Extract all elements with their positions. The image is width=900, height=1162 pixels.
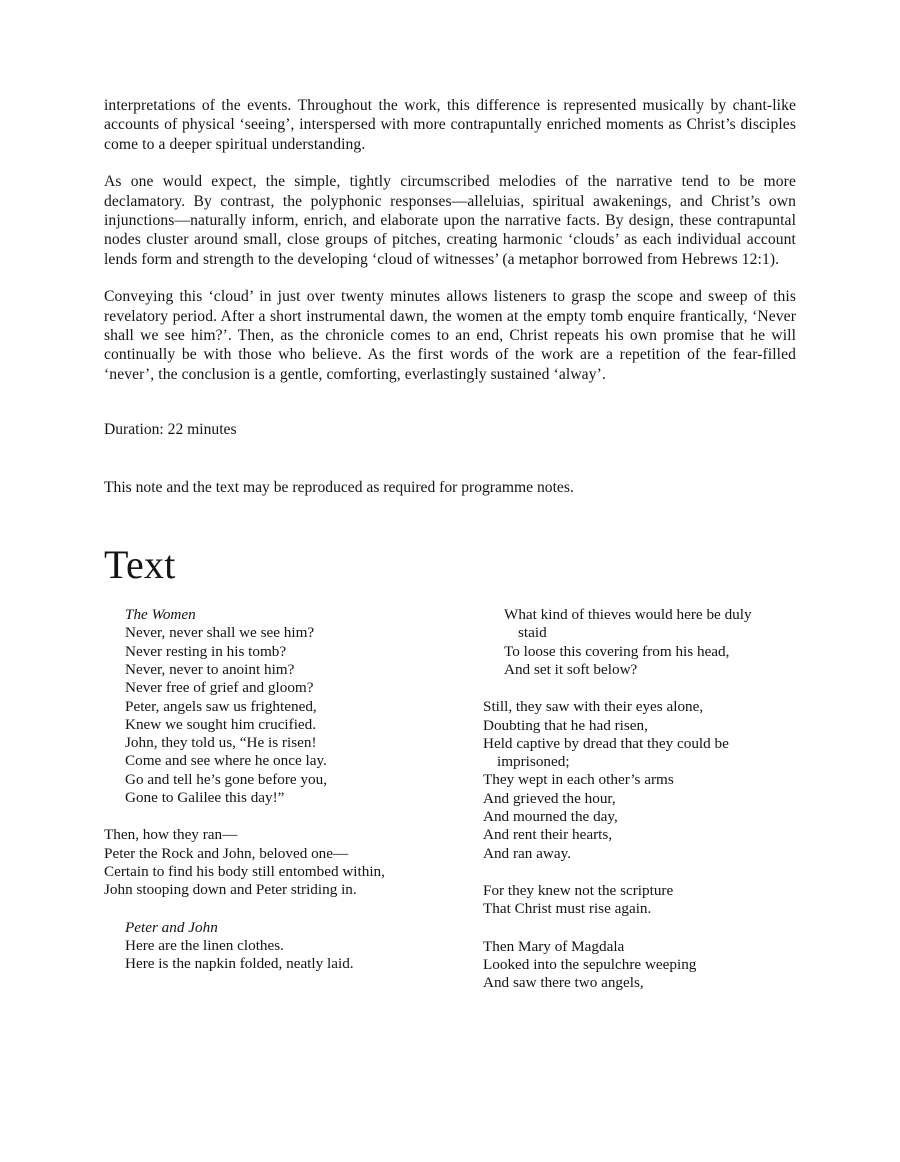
poem-column-right <box>483 606 796 1011</box>
poem-stanza <box>104 826 483 899</box>
poem-line: Never, never shall we see him? <box>125 624 315 642</box>
poem-column-left <box>104 606 483 1011</box>
poem-line: Peter the Rock and John, beloved one— <box>104 844 349 862</box>
poem-line: Doubting that he had risen, <box>483 716 648 734</box>
poem-line: Then Mary of Magdala <box>483 937 625 955</box>
poem-line: And grieved the hour, <box>483 789 616 807</box>
poem-line: And mourned the day, <box>483 808 618 826</box>
note-paragraph: As one would expect, the simple, tightly circumscribed melodies of the narrative tend to be more declamatory. By contrast, the polyphonic responses—alleluias, spiritual awakenings, and Christ’s own injunctions—naturally inform, enrich, and elaborate upon the narrative facts. By design, these contrapuntal nodes cluster around small, close groups of pitches, creating harmonic ‘clouds’ as each individual account lends form and strength to the developing ‘cloud of witnesses’ (a metaphor borrowed from Hebrews 12:1). <box>104 173 796 268</box>
poem-line: Peter, angels saw us frightened, <box>125 697 317 715</box>
poem-line: Looked into the sepulchre weeping <box>483 955 697 973</box>
poem-line: For they knew not the scripture <box>483 881 674 899</box>
poem-line: And ran away. <box>483 844 571 862</box>
poem-line: Here are the linen clothes. <box>125 936 284 954</box>
poem-line: John stooping down and Peter striding in. <box>104 881 357 899</box>
poem-line: Never resting in his tomb? <box>125 642 287 660</box>
poem-line: John, they told us, “He is risen! <box>125 734 317 752</box>
text-section-heading: Text <box>104 542 176 588</box>
reproduction-note: This note and the text may be reproduced as required for programme notes. <box>104 478 574 496</box>
page-content <box>104 96 796 1011</box>
poem-stanza <box>483 938 796 993</box>
poem-columns <box>104 606 796 1011</box>
poem-line: Certain to find his body still entombed within, <box>104 862 385 880</box>
poem-line: staid <box>518 624 547 642</box>
poem-line: imprisoned; <box>497 753 570 771</box>
poem-line: Here is the napkin folded, neatly laid. <box>125 955 354 973</box>
duration-line: Duration: 22 minutes <box>104 421 237 439</box>
stanza-heading: The Women <box>125 606 196 624</box>
poem-line: Held captive by dread that they could be <box>483 734 729 752</box>
poem-stanza <box>104 606 483 807</box>
poem-stanza <box>483 698 796 863</box>
poem-line: And set it soft below? <box>504 660 638 678</box>
poem-line: That Christ must rise again. <box>483 900 652 918</box>
poem-line: And rent their hearts, <box>483 826 613 844</box>
note-paragraph: Conveying this ‘cloud’ in just over twenty minutes allows listeners to grasp the scope and sweep of this revelatory period. After a short instrumental dawn, the women at the empty tomb enquire frantically, ‘Never shall we see him?’. Then, as the chronicle comes to an end, Christ repeats his own promise that he will continually be with those who believe. As the first words of the work are a repetition of the fear-filled ‘never’, the conclusion is a gentle, comforting, everlastingly sustained ‘alway’. <box>104 288 796 383</box>
poem-line: To loose this covering from his head, <box>504 642 730 660</box>
poem-line: And saw there two angels, <box>483 974 644 992</box>
poem-stanza <box>483 882 796 919</box>
poem-stanza <box>483 606 796 679</box>
poem-line: Gone to Galilee this day!” <box>125 789 285 807</box>
poem-stanza <box>104 919 483 974</box>
stanza-heading: Peter and John <box>125 918 218 936</box>
note-paragraph: interpretations of the events. Throughout the work, this difference is represented musically by chant-like accounts of physical ‘seeing’, interspersed with more contrapuntally enriched moments as Christ’s disciples come to a deeper spiritual understanding. <box>104 97 796 153</box>
poem-line: Come and see where he once lay. <box>125 752 327 770</box>
poem-line: Never free of grief and gloom? <box>125 679 314 697</box>
poem-line: Then, how they ran— <box>104 826 238 844</box>
poem-line: They wept in each other’s arms <box>483 771 674 789</box>
poem-line: Knew we sought him crucified. <box>125 715 317 733</box>
poem-line: Go and tell he’s gone before you, <box>125 770 328 788</box>
programme-notes <box>104 96 796 384</box>
poem-line: Still, they saw with their eyes alone, <box>483 698 704 716</box>
poem-line: Never, never to anoint him? <box>125 660 295 678</box>
poem-line: What kind of thieves would here be duly <box>504 606 752 624</box>
